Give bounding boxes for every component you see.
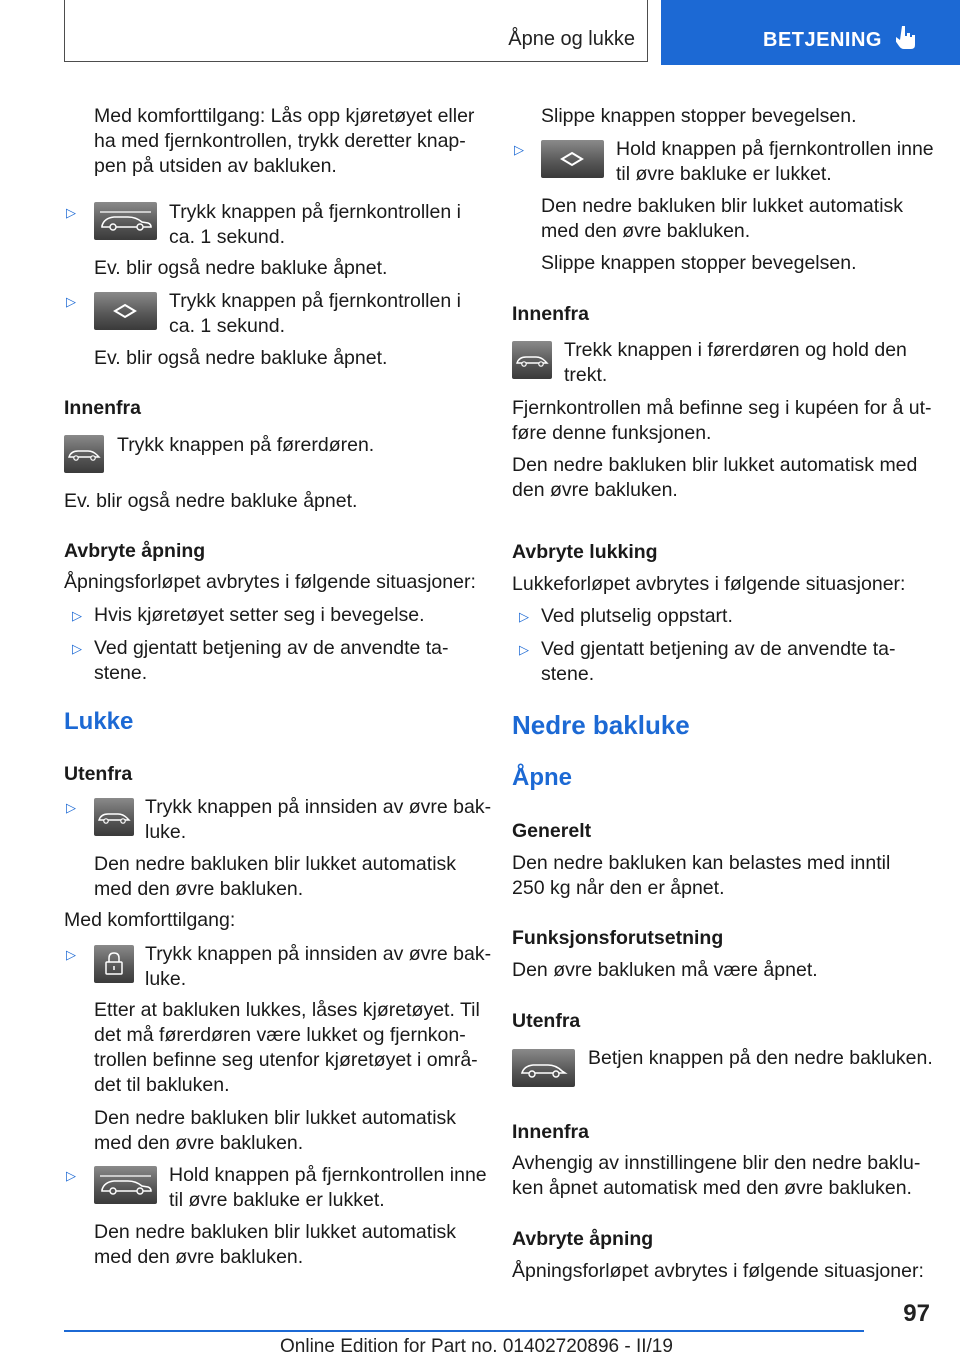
list-item-line: luke. <box>145 821 187 843</box>
bullet-triangle-icon: ▷ <box>66 947 76 962</box>
list-item-line: ca. 1 sekund. <box>169 226 285 248</box>
bullet-triangle-icon: ▷ <box>519 642 529 657</box>
note-line: Slippe knappen stopper bevegelsen. <box>541 105 857 127</box>
note-line: Den nedre bakluken blir lukket automatisk med <box>512 454 918 476</box>
subheading: Innenfra <box>512 1121 589 1143</box>
subheading: Avbryte lukking <box>512 541 658 563</box>
hand-pointer-icon <box>896 24 918 50</box>
bullet-triangle-icon: ▷ <box>66 800 76 815</box>
footer-edition: Online Edition for Part no. 01402720896 - II/19 <box>280 1336 673 1357</box>
note-line: Den nedre bakluken blir lukket automatisk <box>94 853 457 875</box>
note-line: Ev. blir også nedre bakluke åpnet. <box>64 490 358 512</box>
list-item-line: Ved gjentatt betjening av de anvendte ta- <box>541 638 896 660</box>
page-number: 97 <box>903 1300 930 1327</box>
subheading: Avbryte åpning <box>512 1228 654 1250</box>
list-item-line: Ved gjentatt betjening av de anvendte ta- <box>94 637 449 659</box>
note-line: føre denne funksjonen. <box>512 422 712 444</box>
bullet-triangle-icon: ▷ <box>514 142 524 157</box>
list-item-line: ca. 1 sekund. <box>169 315 285 337</box>
car-tailgate-icon <box>94 202 157 240</box>
text-line: 250 kg når den er åpnet. <box>512 877 725 899</box>
note-line: Den nedre bakluken blir lukket automatisk <box>94 1221 457 1243</box>
note-line: Ev. blir også nedre bakluke åpnet. <box>94 347 388 369</box>
text-line: Åpningsforløpet avbrytes i følgende situasjoner: <box>512 1260 924 1282</box>
section-heading: Nedre bakluke <box>512 710 690 740</box>
footer-divider <box>64 1330 864 1332</box>
note-line: det til bakluken. <box>94 1074 230 1096</box>
subheading: Avbryte åpning <box>64 540 206 562</box>
car-icon <box>512 1049 575 1087</box>
bullet-triangle-icon: ▷ <box>66 1168 76 1183</box>
note-line: med den øvre bakluken. <box>541 220 751 242</box>
note-line: Ev. blir også nedre bakluke åpnet. <box>94 257 388 279</box>
text-line: Den nedre bakluken kan belastes med inntil <box>512 852 891 874</box>
text-line: trekt. <box>564 364 608 386</box>
list-item-line: Trykk knappen på innsiden av øvre bak- <box>145 796 492 818</box>
note-line: det må førerdøren være lukket og fjernkon- <box>94 1024 466 1046</box>
note-line: Slippe knappen stopper bevegelsen. <box>541 252 857 274</box>
text-line: Lukkeforløpet avbrytes i følgende situasjoner: <box>512 573 906 595</box>
note-line: Etter at bakluken lukkes, låses kjøretøyet. Til <box>94 999 480 1021</box>
paragraph-line: pen på utsiden av bakluken. <box>94 155 337 177</box>
bullet-triangle-icon: ▷ <box>66 294 76 309</box>
header-left <box>64 0 648 62</box>
list-item-line: Trykk knappen på fjernkontrollen i <box>169 201 461 223</box>
text-line: Trykk knappen på førerdøren. <box>117 434 375 456</box>
text-line: Åpningsforløpet avbrytes i følgende situasjoner: <box>64 571 476 593</box>
bullet-triangle-icon: ▷ <box>519 609 529 624</box>
list-item-line: Ved plutselig oppstart. <box>541 605 733 627</box>
bullet-triangle-icon: ▷ <box>72 641 82 656</box>
subheading: Utenfra <box>512 1010 581 1032</box>
text-line: Betjen knappen på den nedre bakluken. <box>588 1047 933 1069</box>
diamond-key-icon <box>541 140 604 178</box>
car-icon <box>94 798 134 836</box>
note-line: den øvre bakluken. <box>512 479 678 501</box>
text-line: Med komforttilgang: <box>64 909 236 931</box>
car-icon <box>512 341 552 379</box>
car-icon <box>64 435 104 473</box>
subheading: Innenfra <box>64 397 141 419</box>
list-item-line: stene. <box>541 663 595 685</box>
subheading: Innenfra <box>512 303 589 325</box>
list-item-line: stene. <box>94 662 148 684</box>
text-line: ken åpnet automatisk med den øvre bakluken. <box>512 1177 912 1199</box>
text-line: Den øvre bakluken må være åpnet. <box>512 959 818 981</box>
paragraph-line: Med komforttilgang: Lås opp kjøretøyet eller <box>94 105 475 127</box>
header-section-tab <box>661 0 960 65</box>
list-item-line: til øvre bakluke er lukket. <box>616 163 832 185</box>
car-tailgate-icon <box>94 1166 157 1204</box>
paragraph-line: ha med fjernkontrollen, trykk deretter knap- <box>94 130 466 152</box>
list-item-line: Hold knappen på fjernkontrollen inne <box>169 1164 487 1186</box>
header-section: BETJENING <box>763 29 882 51</box>
bullet-triangle-icon: ▷ <box>72 608 82 623</box>
header-title: Åpne og lukke <box>508 28 635 50</box>
lock-icon <box>94 945 134 983</box>
note-line: trollen befinne seg utenfor kjøretøyet i områ- <box>94 1049 478 1071</box>
subheading: Utenfra <box>64 763 133 785</box>
note-line: Fjernkontrollen må befinne seg i kupéen for å ut- <box>512 397 932 419</box>
note-line: Den nedre bakluken blir lukket automatisk <box>94 1107 457 1129</box>
list-item-line: Hold knappen på fjernkontrollen inne <box>616 138 934 160</box>
subheading: Funksjonsforutsetning <box>512 927 724 949</box>
note-line: med den øvre bakluken. <box>94 1246 304 1268</box>
section-heading: Lukke <box>64 708 134 735</box>
note-line: med den øvre bakluken. <box>94 878 304 900</box>
list-item-line: Trykk knappen på innsiden av øvre bak- <box>145 943 492 965</box>
list-item-line: luke. <box>145 968 187 990</box>
list-item-line: Trykk knappen på fjernkontrollen i <box>169 290 461 312</box>
text-line: Avhengig av innstillingene blir den nedre baklu- <box>512 1152 921 1174</box>
section-heading: Åpne <box>512 764 572 791</box>
list-item-line: Hvis kjøretøyet setter seg i bevegelse. <box>94 604 425 626</box>
text-line: Trekk knappen i førerdøren og hold den <box>564 339 907 361</box>
note-line: med den øvre bakluken. <box>94 1132 304 1154</box>
list-item-line: til øvre bakluke er lukket. <box>169 1189 385 1211</box>
bullet-triangle-icon: ▷ <box>66 205 76 220</box>
diamond-key-icon <box>94 292 157 330</box>
subheading: Generelt <box>512 820 592 842</box>
note-line: Den nedre bakluken blir lukket automatisk <box>541 195 904 217</box>
